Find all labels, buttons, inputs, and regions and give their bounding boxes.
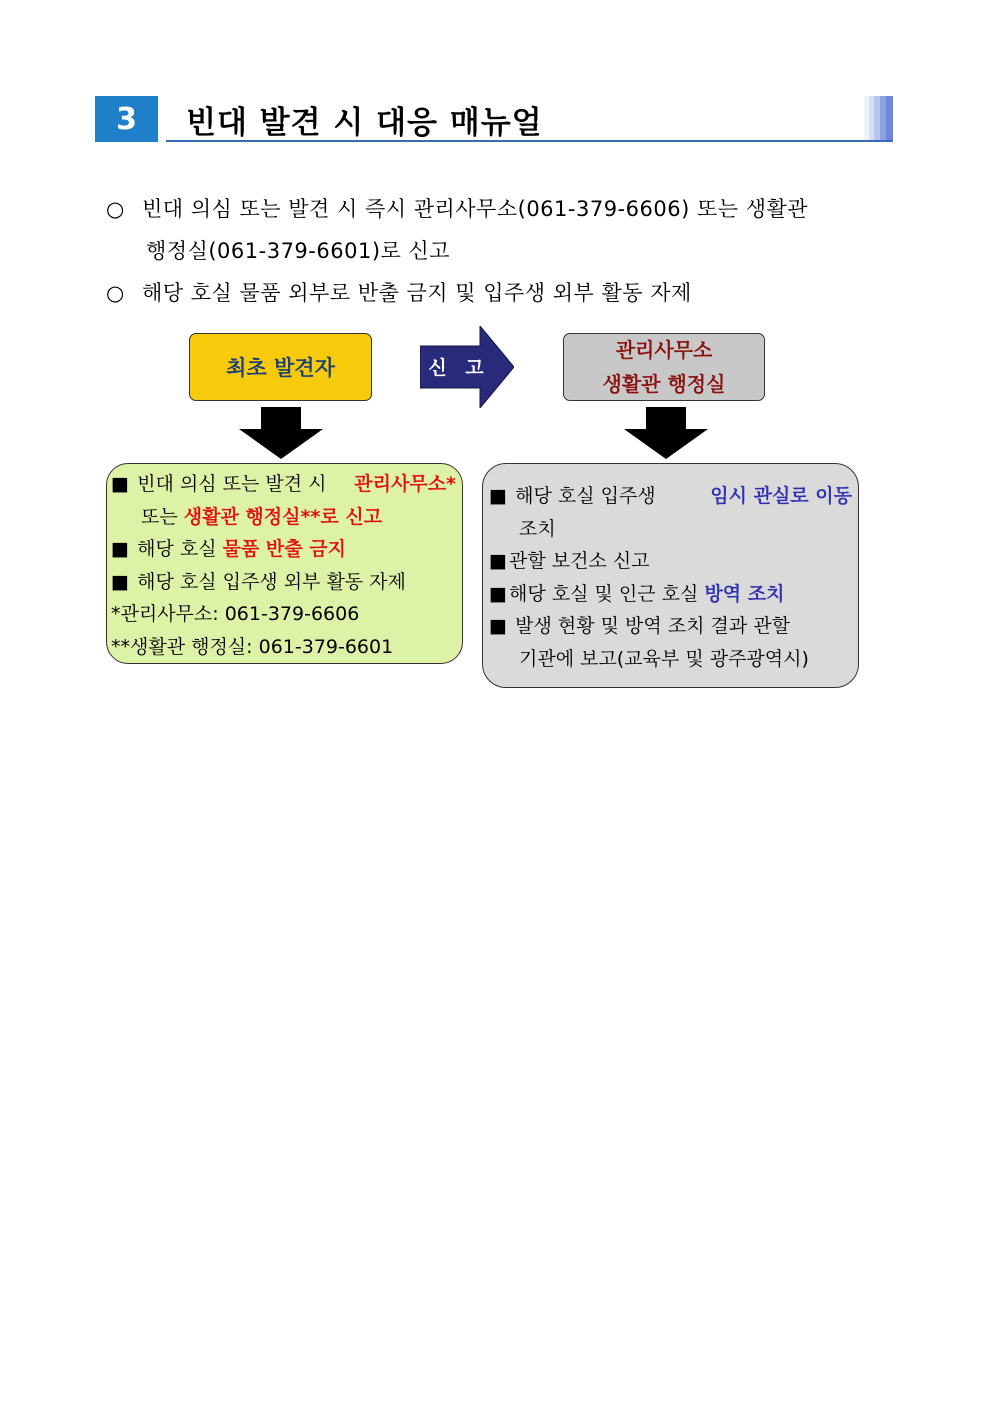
square-marker: ■	[489, 550, 507, 572]
bullet-ban	[106, 272, 898, 314]
bullet-text-line2: 행정실(061-379-6601)로 신고	[146, 239, 451, 263]
square-marker: ■	[111, 570, 129, 593]
section-number: 3	[95, 96, 158, 142]
square-marker: ■	[111, 538, 129, 560]
panel-line: 기관에 보고(교육부 및 광주광역시)	[519, 647, 809, 670]
bullet-text: 해당 호실 물품 외부로 반출 금지 및 입주생 외부 활동 자제	[142, 281, 692, 305]
office-label-line2: 생활관 행정실	[602, 372, 726, 396]
panel-text: 해당 호실 입주생	[515, 485, 656, 507]
panel-line: 조치	[519, 517, 556, 540]
highlight-temp-room: 임시 관실로 이동	[710, 485, 852, 507]
finder-actions-panel	[106, 463, 463, 664]
office-box	[563, 333, 765, 401]
highlight-no-removal: 물품 반출 금지	[222, 538, 346, 560]
square-marker: ■	[489, 485, 507, 507]
panel-text: 해당 호실 입주생 외부 활동 자제	[137, 570, 406, 593]
panel-line	[111, 501, 456, 534]
bullet-text-line1: 빈대 의심 또는 발견 시 즉시 관리사무소(061-379-6606) 또는 생활관	[142, 197, 809, 221]
report-label: 신 고	[428, 356, 490, 379]
office-actions-panel	[482, 463, 859, 688]
panel-text: 발생 현황 및 방역 조치 결과 관할	[515, 615, 790, 637]
circle-marker: ○	[106, 281, 125, 305]
panel-line	[111, 533, 456, 566]
down-arrow-right-icon	[624, 407, 708, 459]
panel-line	[489, 610, 852, 643]
section-title: 빈대 발견 시 대응 매뉴얼	[186, 104, 543, 141]
panel-line	[489, 480, 852, 513]
highlight-admin-report: 생활관 행정실**로 신고	[183, 505, 383, 528]
square-marker: ■	[489, 582, 507, 605]
circle-marker: ○	[106, 197, 125, 221]
admin-phone-note: **생활관 행정실: 061-379-6601	[111, 635, 394, 658]
panel-line	[111, 468, 456, 501]
header-decoration	[864, 96, 893, 140]
square-marker: ■	[489, 615, 507, 637]
highlight-office: 관리사무소*	[354, 473, 456, 495]
office-phone-note: *관리사무소: 061-379-6606	[111, 603, 360, 625]
square-marker: ■	[111, 473, 129, 495]
panel-text: 해당 호실	[137, 538, 223, 560]
panel-line	[489, 578, 852, 611]
panel-line	[489, 545, 852, 578]
panel-text: 해당 호실 및 인근 호실	[509, 582, 705, 605]
panel-line	[111, 566, 456, 599]
panel-text: 또는	[141, 505, 184, 528]
down-arrow-left-icon	[239, 407, 323, 459]
first-finder-label: 최초 발견자	[226, 356, 335, 380]
highlight-disinfection: 방역 조치	[704, 582, 785, 605]
office-label-line1: 관리사무소	[615, 338, 713, 362]
panel-text: 빈대 의심 또는 발견 시	[137, 473, 327, 495]
first-finder-box	[189, 333, 372, 401]
panel-text: 관할 보건소 신고	[509, 550, 650, 572]
bullet-report	[106, 188, 898, 272]
title-underline	[166, 140, 893, 142]
